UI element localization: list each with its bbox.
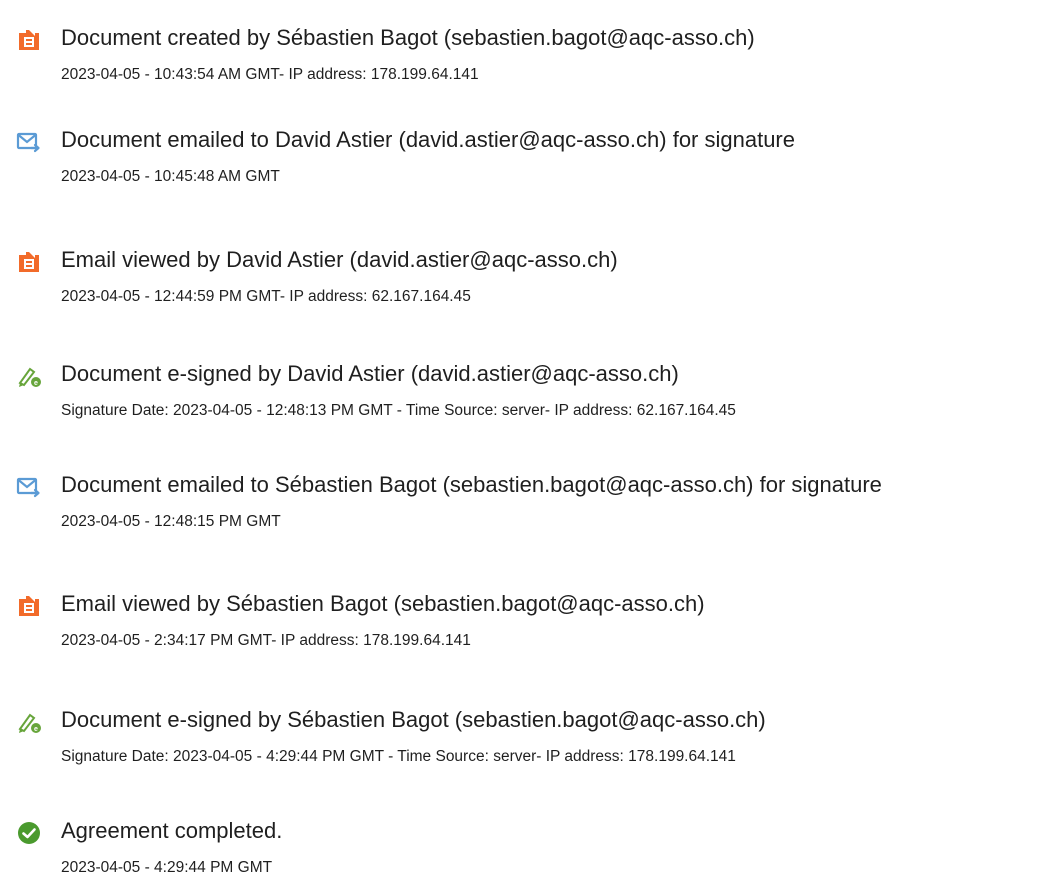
document-created-icon (16, 27, 42, 53)
event-title: Document created by Sébastien Bagot (sebastien.bagot@aqc-asso.ch) (61, 25, 755, 50)
event-title: Document e-signed by Sébastien Bagot (sebastien.bagot@aqc-asso.ch) (61, 707, 766, 732)
document-viewed-icon (16, 593, 42, 619)
event-title: Email viewed by Sébastien Bagot (sebastien.bagot@aqc-asso.ch) (61, 591, 705, 616)
event-title: Document e-signed by David Astier (david.astier@aqc-asso.ch) (61, 361, 679, 386)
history-event (16, 124, 1057, 194)
history-event (16, 358, 1057, 428)
event-detail: 2023-04-05 - 12:48:15 PM GMT (61, 513, 281, 530)
history-event (16, 588, 1057, 658)
e-sign-pen-icon (16, 709, 42, 735)
svg-text:e: e (34, 380, 38, 387)
event-detail: 2023-04-05 - 10:45:48 AM GMT (61, 168, 280, 185)
event-detail: 2023-04-05 - 4:29:44 PM GMT (61, 859, 273, 876)
history-event (16, 22, 1057, 92)
email-sent-icon (16, 129, 42, 155)
event-detail: 2023-04-05 - 12:44:59 PM GMT- IP address: 62.167.164.45 (61, 288, 471, 305)
e-sign-pen-icon (16, 363, 42, 389)
event-title: Email viewed by David Astier (david.astier@aqc-asso.ch) (61, 247, 618, 272)
event-detail: Signature Date: 2023-04-05 - 4:29:44 PM GMT - Time Source: server- IP address: 178.199.64.141 (61, 748, 736, 765)
event-title: Document emailed to Sébastien Bagot (sebastien.bagot@aqc-asso.ch) for signature (61, 472, 882, 497)
event-detail: 2023-04-05 - 10:43:54 AM GMT- IP address: 178.199.64.141 (61, 66, 479, 83)
event-detail: Signature Date: 2023-04-05 - 12:48:13 PM GMT - Time Source: server- IP address: 62.167.164.45 (61, 402, 736, 419)
history-event (16, 815, 1057, 885)
checkmark-circle-icon (16, 820, 42, 846)
event-title: Agreement completed. (61, 818, 283, 843)
svg-text:e: e (34, 726, 38, 733)
document-viewed-icon (16, 249, 42, 275)
event-title: Document emailed to David Astier (david.astier@aqc-asso.ch) for signature (61, 127, 795, 152)
history-event (16, 244, 1057, 314)
event-detail: 2023-04-05 - 2:34:17 PM GMT- IP address: 178.199.64.141 (61, 632, 471, 649)
email-sent-icon (16, 474, 42, 500)
history-event (16, 704, 1057, 774)
history-event (16, 469, 1057, 539)
